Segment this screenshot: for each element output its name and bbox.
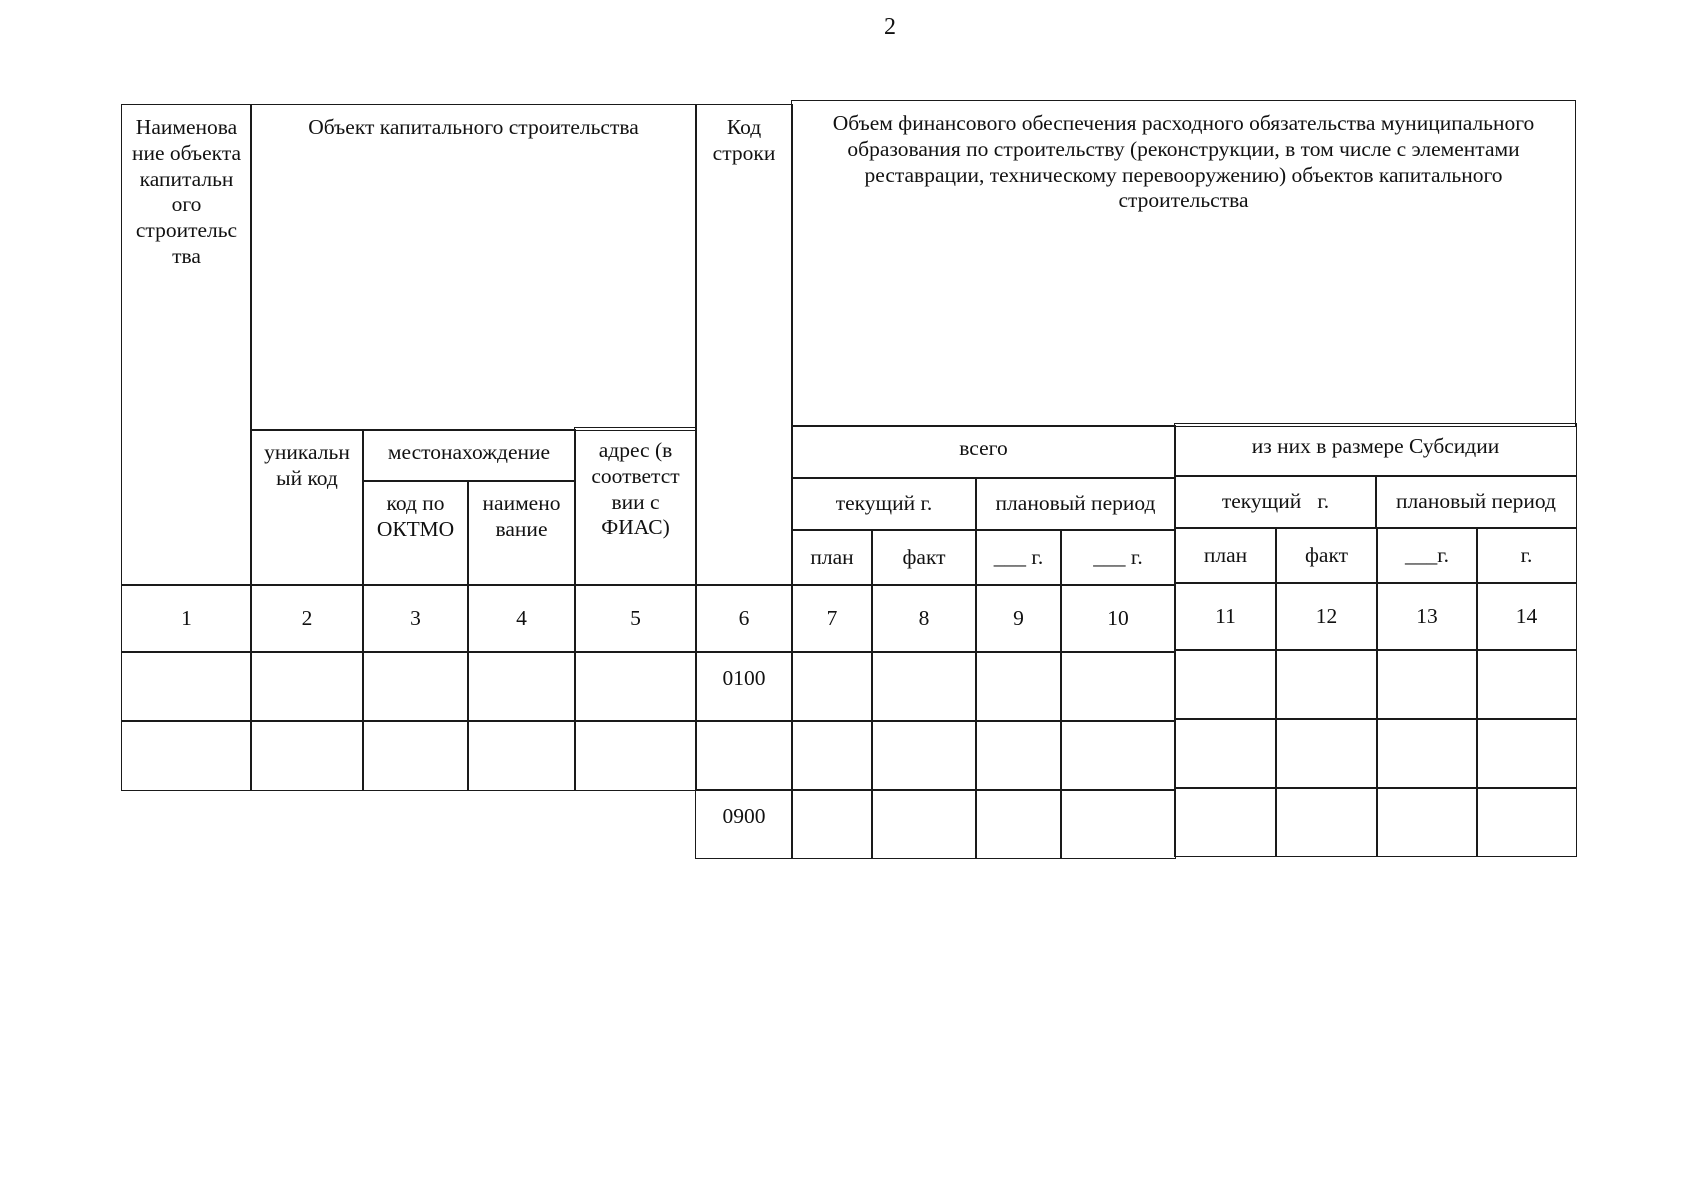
header-location: местонахождение [362,429,576,482]
header-unique-code: уникальн ый код [250,429,364,586]
line-code-cell: 0100 [695,651,793,722]
table-cell [1275,787,1378,857]
table-cell [250,651,364,722]
column-number: 6 [695,584,793,653]
table-cell [871,720,977,791]
column-number: 11 [1174,582,1277,651]
header-subsidy: из них в размере Субсидии [1174,423,1577,477]
table-cell [121,720,252,791]
header-col8-fact: факт [871,529,977,586]
table-cell [1060,720,1176,791]
line-code-cell [695,720,793,791]
header-total-planning-period: плановый период [975,477,1176,531]
table-cell [1275,718,1378,789]
column-number: 8 [871,584,977,653]
table-cell [1174,718,1277,789]
table-cell [1060,789,1176,859]
table-cell [121,651,252,722]
table-cell [975,720,1062,791]
header-capital-object: Объект капитального строительства [250,104,697,431]
column-number: 1 [121,584,252,653]
header-col7-plan: план [791,529,873,586]
table-cell [362,720,469,791]
column-number: 9 [975,584,1062,653]
table-cell [574,651,697,722]
header-object-name: Наименова ние объекта капитальн ого строительс тва [121,104,252,586]
column-number: 10 [1060,584,1176,653]
table-cell [1476,787,1577,857]
page-number: 2 [884,14,896,40]
table-cell [1060,651,1176,722]
column-number: 14 [1476,582,1577,651]
header-line-code: Код строки [695,104,793,586]
table-cell [1376,649,1478,720]
table-cell [467,651,576,722]
table-cell [467,720,576,791]
header-location-name: наимено вание [467,480,576,586]
column-number: 13 [1376,582,1478,651]
header-total: всего [791,425,1176,479]
column-number: 4 [467,584,576,653]
table-cell [1275,649,1378,720]
table-cell [250,720,364,791]
header-funding-volume: Объем финансового обеспечения расходного обязательства муниципального образования по строительству (реконструкции, в том числе с элементами реставрации, техническому перевооружению) объектов капитального строительства [791,100,1576,427]
column-number: 12 [1275,582,1378,651]
table-cell [1476,718,1577,789]
table-cell [975,789,1062,859]
table-cell [1174,649,1277,720]
header-col10-year: ___ г. [1060,529,1176,586]
header-col12-fact: факт [1275,527,1378,584]
column-number: 7 [791,584,873,653]
header-col13-year: ___г. [1376,527,1478,584]
table-cell [871,789,977,859]
table-cell [362,651,469,722]
table-cell [791,789,873,859]
header-col11-plan: план [1174,527,1277,584]
table-cell [574,720,697,791]
table-cell [791,651,873,722]
header-total-current-year: текущий г. [791,477,977,531]
table-cell [1376,718,1478,789]
table-cell [975,651,1062,722]
table-cell [1174,787,1277,857]
header-subsidy-current-year: текущий г. [1174,475,1377,529]
column-number: 2 [250,584,364,653]
column-number: 3 [362,584,469,653]
column-number: 5 [574,584,697,653]
table-cell [791,720,873,791]
header-col9-year: ___ г. [975,529,1062,586]
table-cell [1376,787,1478,857]
header-oktmo-code: код по ОКТМО [362,480,469,586]
header-subsidy-planning-period: плановый период [1375,475,1577,529]
header-col14-year: г. [1476,527,1577,584]
table-cell [1476,649,1577,720]
header-address: адрес (в соответст вии с ФИАС) [574,427,697,586]
table-cell [871,651,977,722]
line-code-cell: 0900 [695,789,793,859]
